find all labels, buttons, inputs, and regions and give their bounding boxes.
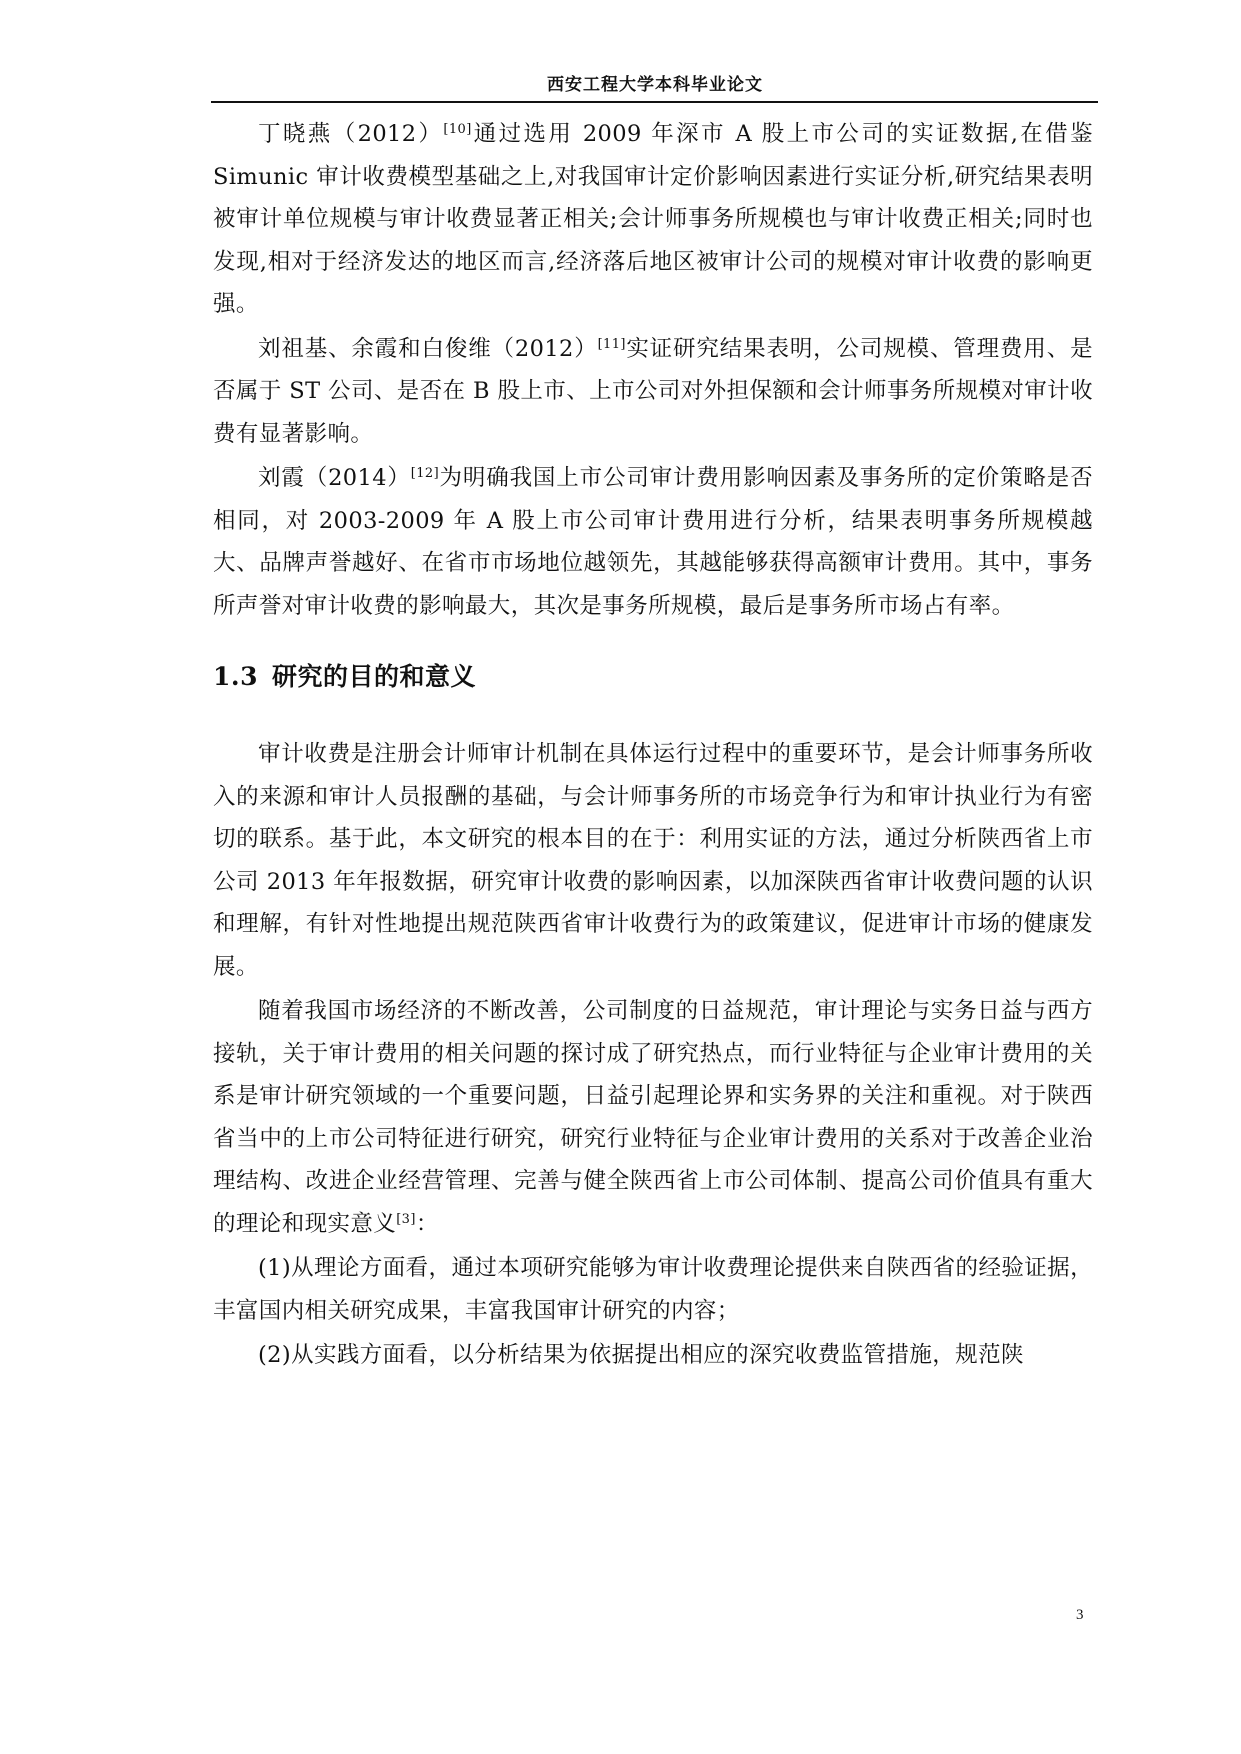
section-heading (213, 657, 1093, 697)
citation-ref: [12] (410, 466, 440, 481)
citation-ref: [11] (597, 336, 626, 352)
page-number: 3 (1076, 1607, 1084, 1623)
paragraph-theory: (1)从理论方面看，通过本项研究能够为审计收费理论提供来自陕西省的经验证据，丰富国内相关研究成果，丰富我国审计研究的内容； (213, 1255, 1093, 1324)
paragraph-practice: (2)从实践方面看，以分析结果为依据提出相应的深究收费监管措施，规范陕 (258, 1342, 1024, 1368)
running-header: 西安工程大学本科毕业论文 (547, 75, 763, 95)
paragraph-liu-xia: 刘霞（2014）[12]为明确我国上市公司审计费用影响因素及事务所的定价策略是否相同，对 2003-2009 年 A 股上市公司审计费用进行分析，结果表明事务所规模越大、品牌声誉越好、在省市市场地位越领先，其越能够获得高额审计费用。其中，事务所声誉对审计收费的影响最大，其次是事务所规模，最后是事务所市场占有率。 (213, 465, 1094, 619)
header-rule (211, 101, 1098, 103)
section-number: 1.3 (213, 662, 258, 691)
section-title-text: 研究的目的和意义 (272, 662, 477, 691)
citation-ref: [3] (396, 1211, 416, 1227)
paragraph-ding-xiaoyan: 丁晓燕（2012）[10]通过选用 2009 年深市 A 股上市公司的实证数据,在借鉴 Simunic 审计收费模型基础之上,对我国审计定价影响因素进行实证分析,研究结果表明被审计单位规模与审计收费显著正相关;会计师事务所规模也与审计收费正相关;同时也发现,相对于经济发达的地区而言,经济落后地区被审计公司的规模对审计收费的影响更强。 (213, 121, 1093, 317)
paragraph-significance: 随着我国市场经济的不断改善，公司制度的日益规范，审计理论与实务日益与西方接轨，关于审计费用的相关问题的探讨成了研究热点，而行业特征与企业审计费用的关系是审计研究领域的一个重要问题，日益引起理论界和实务界的关注和重视。对于陕西省当中的上市公司特征进行研究，研究行业特征与企业审计费用的关系对于改善企业治理结构、改进企业经营管理、完善与健全陕西省上市公司体制、提高公司价值具有重大的理论和现实意义[3]： (213, 998, 1093, 1237)
citation-ref: [10] (443, 122, 472, 137)
page-body (213, 113, 1093, 1377)
paragraph-liu-zuji: 刘祖基、余霞和白俊维（2012）[11]实证研究结果表明，公司规模、管理费用、是否属于 ST 公司、是否在 B 股上市、上市公司对外担保额和会计师事务所规模对审计收费有显著影响。 (213, 335, 1093, 447)
paragraph-audit-fee-purpose: 审计收费是注册会计师审计机制在具体运行过程中的重要环节，是会计师事务所收入的来源和审计人员报酬的基础，与会计师事务所的市场竞争行为和审计执业行为有密切的联系。基于此，本文研究的根本目的在于：利用实证的方法，通过分析陕西省上市公司 2013 年年报数据，研究审计收费的影响因素，以加深陕西省审计收费问题的认识和理解，有针对性地提出规范陕西省审计收费行为的政策建议，促进审计市场的健康发展。 (213, 741, 1093, 980)
